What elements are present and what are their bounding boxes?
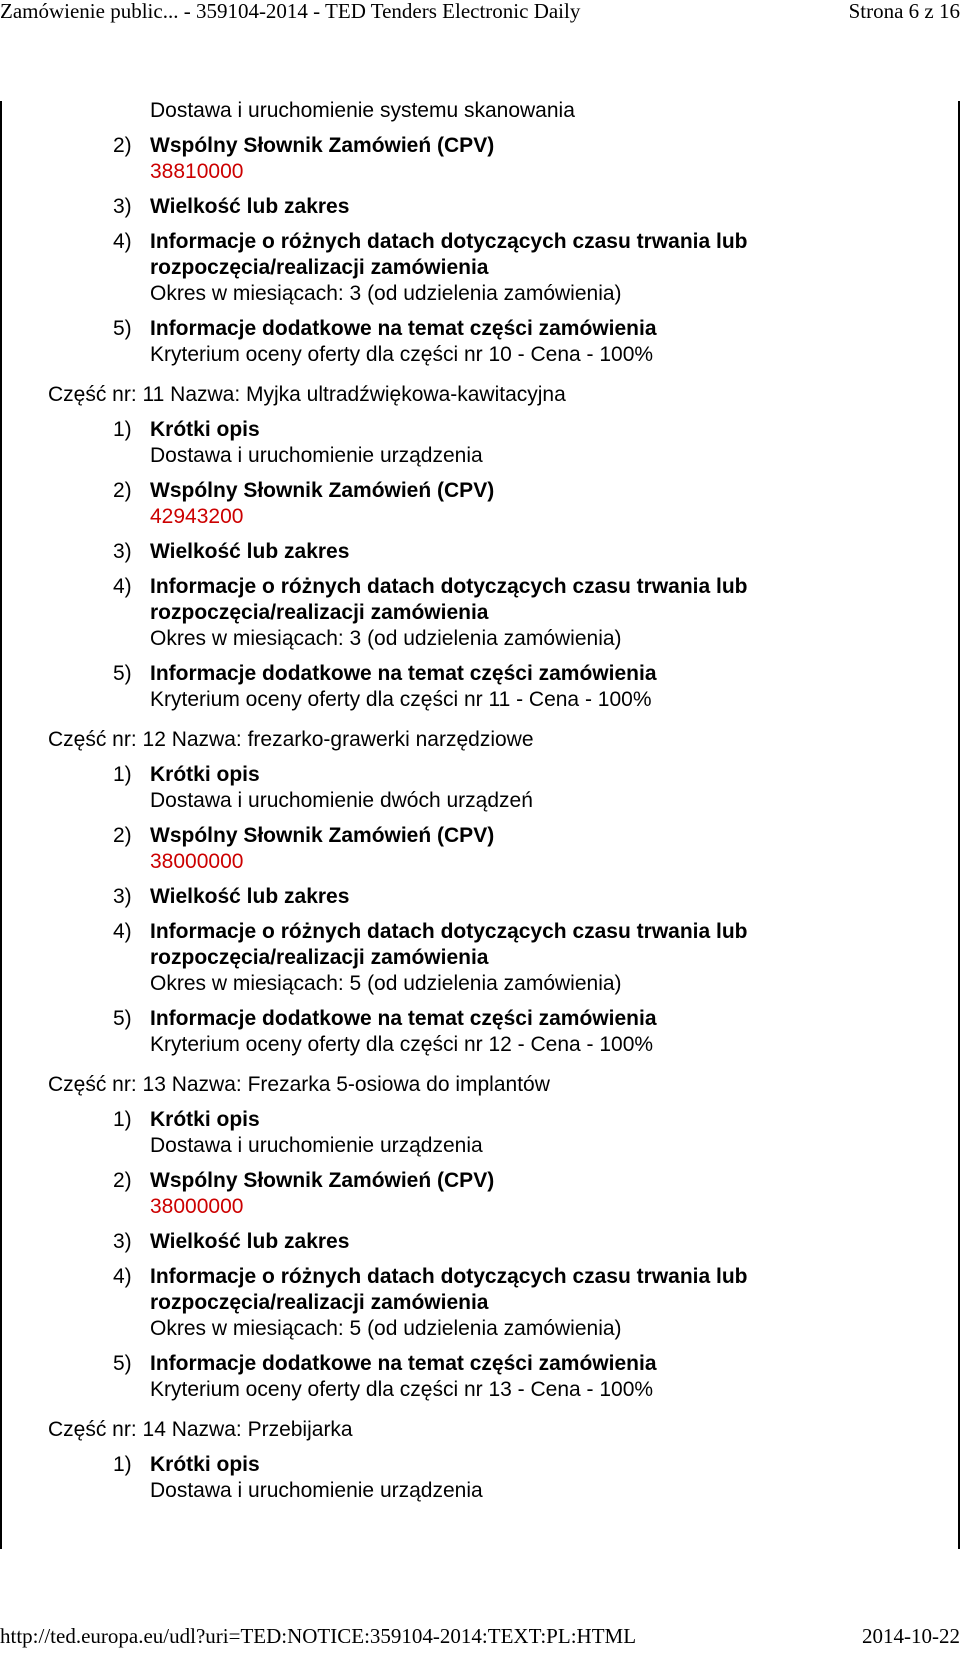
scope-label: Wielkość lub zakres <box>150 195 350 218</box>
item-number: 5) <box>113 662 132 685</box>
item-number: 4) <box>113 575 132 598</box>
item-number: 1) <box>113 1453 132 1476</box>
item-number: 4) <box>113 920 132 943</box>
cpv-code: 42943200 <box>150 505 244 528</box>
footer-date: 2014-10-22 <box>862 1624 960 1648</box>
item-number: 5) <box>113 1007 132 1030</box>
scope-heading <box>0 884 960 910</box>
item-number: 2) <box>113 1169 132 1192</box>
additional-label: Informacje dodatkowe na temat części zamówienia <box>150 317 657 340</box>
item-number: 4) <box>113 1265 132 1288</box>
document-content <box>0 98 960 1504</box>
additional-label: Informacje dodatkowe na temat części zamówienia <box>150 1007 657 1030</box>
item-number: 3) <box>113 195 132 218</box>
additional-heading <box>0 316 960 342</box>
item-number: 5) <box>113 317 132 340</box>
scope-heading <box>0 539 960 565</box>
cpv-code: 38000000 <box>150 1195 244 1218</box>
part-block <box>0 1403 960 1504</box>
dates-label-line1: Informacje o różnych datach dotyczących czasu trwania lub <box>150 1265 748 1288</box>
cpv-label: Wspólny Słownik Zamówień (CPV) <box>150 824 495 847</box>
dates-heading-line2: rozpoczęcia/realizacji zamówienia <box>150 601 489 624</box>
footer-url[interactable]: http://ted.europa.eu/udl?uri=TED:NOTICE:359104-2014:TEXT:PL:HTML <box>0 1624 637 1648</box>
header-page-number: Strona 6 z 16 <box>848 0 960 23</box>
short-desc-heading <box>0 417 960 443</box>
part-title: Część nr: 11 Nazwa: Myjka ultradźwiękowa-kawitacyjna <box>48 383 566 406</box>
dates-label-line1: Informacje o różnych datach dotyczących czasu trwania lub <box>150 575 748 598</box>
additional-heading <box>0 1351 960 1377</box>
item-number: 2) <box>113 479 132 502</box>
cpv-heading <box>0 823 960 849</box>
item-number: 3) <box>113 885 132 908</box>
duration-text: Okres w miesiącach: 5 (od udzielenia zamówienia) <box>150 1317 622 1340</box>
part-10-fragment <box>0 98 960 368</box>
scope-heading <box>0 1229 960 1255</box>
item-number: 1) <box>113 418 132 441</box>
part-block <box>0 713 960 1058</box>
dates-label-line1: Informacje o różnych datach dotyczących czasu trwania lub <box>150 920 748 943</box>
description-text: Dostawa i uruchomienie systemu skanowania <box>150 99 575 122</box>
criteria-text: Kryterium oceny oferty dla części nr 10 - Cena - 100% <box>150 343 654 366</box>
short-desc-label: Krótki opis <box>150 763 260 786</box>
short-desc-label: Krótki opis <box>150 1108 260 1131</box>
criteria-text: Kryterium oceny oferty dla części nr 11 - Cena - 100% <box>150 688 652 711</box>
description-text: Dostawa i uruchomienie dwóch urządzeń <box>150 789 533 812</box>
cpv-label: Wspólny Słownik Zamówień (CPV) <box>150 134 495 157</box>
cpv-label: Wspólny Słownik Zamówień (CPV) <box>150 479 495 502</box>
short-desc-label: Krótki opis <box>150 418 260 441</box>
additional-heading <box>0 1006 960 1032</box>
item-number: 2) <box>113 134 132 157</box>
short-desc-heading <box>0 1107 960 1133</box>
item-number: 2) <box>113 824 132 847</box>
cpv-heading <box>0 133 960 159</box>
duration-text: Okres w miesiącach: 3 (od udzielenia zamówienia) <box>150 627 622 650</box>
criteria-text: Kryterium oceny oferty dla części nr 13 - Cena - 100% <box>150 1378 654 1401</box>
additional-label: Informacje dodatkowe na temat części zamówienia <box>150 662 657 685</box>
description-text: Dostawa i uruchomienie urządzenia <box>150 1479 483 1502</box>
dates-heading-line2: rozpoczęcia/realizacji zamówienia <box>150 1291 489 1314</box>
part-title: Część nr: 14 Nazwa: Przebijarka <box>48 1418 353 1441</box>
item-number: 1) <box>113 1108 132 1131</box>
cpv-label: Wspólny Słownik Zamówień (CPV) <box>150 1169 495 1192</box>
scope-heading <box>0 194 960 220</box>
description-text: Dostawa i uruchomienie urządzenia <box>150 1134 483 1157</box>
dates-heading <box>0 919 960 945</box>
additional-heading <box>0 661 960 687</box>
part-block <box>0 368 960 713</box>
description-text: Dostawa i uruchomienie urządzenia <box>150 444 483 467</box>
part-title: Część nr: 12 Nazwa: frezarko-grawerki narzędziowe <box>48 728 534 751</box>
item-number: 1) <box>113 763 132 786</box>
part-title: Część nr: 13 Nazwa: Frezarka 5-osiowa do implantów <box>48 1073 550 1096</box>
item-number: 3) <box>113 540 132 563</box>
part-block <box>0 1058 960 1403</box>
dates-heading <box>0 574 960 600</box>
dates-heading-line2: rozpoczęcia/realizacji zamówienia <box>150 256 489 279</box>
item-number: 4) <box>113 230 132 253</box>
cpv-heading <box>0 478 960 504</box>
item-number: 5) <box>113 1352 132 1375</box>
scope-label: Wielkość lub zakres <box>150 885 350 908</box>
short-desc-heading <box>0 762 960 788</box>
dates-label-line1: Informacje o różnych datach dotyczących czasu trwania lub <box>150 230 748 253</box>
short-desc-label: Krótki opis <box>150 1453 260 1476</box>
additional-label: Informacje dodatkowe na temat części zamówienia <box>150 1352 657 1375</box>
cpv-code: 38000000 <box>150 850 244 873</box>
short-desc-heading <box>0 1452 960 1478</box>
dates-heading <box>0 1264 960 1290</box>
duration-text: Okres w miesiącach: 5 (od udzielenia zamówienia) <box>150 972 622 995</box>
cpv-heading <box>0 1168 960 1194</box>
cpv-code: 38810000 <box>150 160 244 183</box>
dates-heading <box>0 229 960 255</box>
header-title: Zamówienie public... - 359104-2014 - TED Tenders Electronic Daily <box>0 0 581 23</box>
item-number: 3) <box>113 1230 132 1253</box>
criteria-text: Kryterium oceny oferty dla części nr 12 - Cena - 100% <box>150 1033 654 1056</box>
dates-heading-line2: rozpoczęcia/realizacji zamówienia <box>150 946 489 969</box>
duration-text: Okres w miesiącach: 3 (od udzielenia zamówienia) <box>150 282 622 305</box>
scope-label: Wielkość lub zakres <box>150 540 350 563</box>
scope-label: Wielkość lub zakres <box>150 1230 350 1253</box>
